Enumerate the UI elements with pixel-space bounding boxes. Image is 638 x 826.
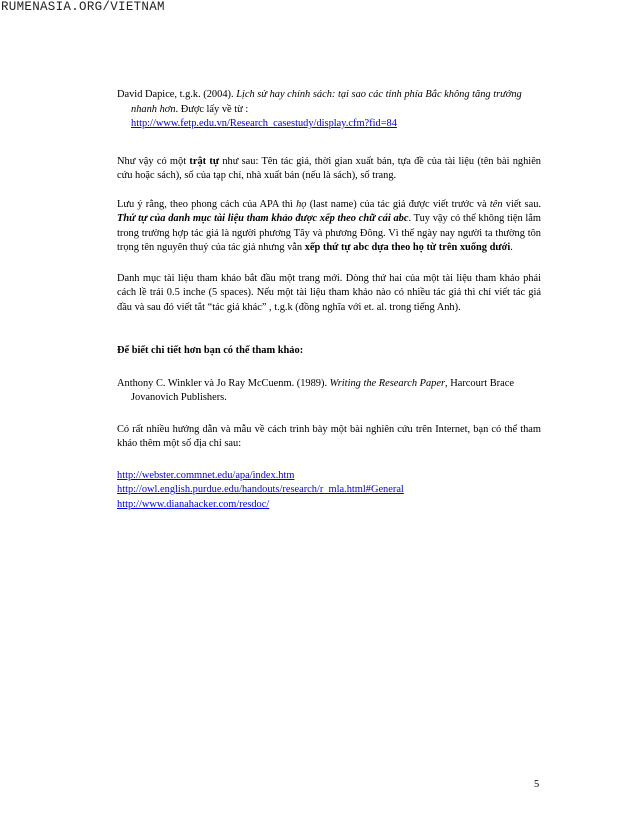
- heading-text: Để biết chi tiết hơn bạn có thể tham khảo:: [117, 345, 304, 356]
- bold-italic-rule: Thứ tự của danh mục tài liệu tham khảo được xếp theo chữ cái abc: [117, 213, 409, 224]
- watermark: RUMENASIA.ORG/VIETNAM: [1, 0, 165, 14]
- page-number: 5: [534, 779, 540, 790]
- document-body: [117, 88, 541, 512]
- heading-more-details: [117, 344, 541, 359]
- link-item: [117, 469, 541, 484]
- link-purdue-owl[interactable]: http://owl.english.purdue.edu/handouts/research/r_mla.html#General: [117, 484, 404, 495]
- italic-term: họ: [296, 198, 307, 210]
- link-dianahacker[interactable]: http://www.dianahacker.com/resdoc/: [117, 498, 270, 510]
- reference-retrieved: . Được lấy về từ :: [175, 103, 249, 115]
- reference-author: Anthony C. Winkler và Jo Ray McCuenm. (1989).: [117, 377, 330, 389]
- paragraph-text: (last name) của tác giả được viết trước và: [306, 198, 490, 210]
- italic-term: tên: [489, 198, 503, 210]
- reference-link[interactable]: http://www.fetp.edu.vn/Research_casestudy/display.cfm?fid=84: [131, 118, 397, 129]
- paragraph-text: .: [510, 242, 513, 253]
- reference-publisher: , Harcourt Brace Jovanovich Publishers.: [131, 377, 514, 403]
- paragraph-order: [117, 155, 541, 184]
- paragraph-text: Như vậy có một: [117, 155, 190, 167]
- paragraph-guides: Có rất nhiều hướng dẫn và mẫu về cách trình bày một bài nghiên cứu trên Internet, bạn có thể tham khảo thêm một số địa chỉ sau:: [117, 423, 541, 449]
- reference-title: Lịch sử hay chính sách: tại sao các tỉnh phía Bắc không tăng trưởng nhanh hơn: [131, 89, 522, 115]
- paragraph-text: viết sau.: [502, 198, 541, 210]
- paragraph-text: như sau: Tên tác giả, thời gian xuất bản, tựa đề của tài liệu (tên bài nghiên cứu hoặc sách), số của tạp chí, nhà xuất bản (nếu là sách), số trang.: [117, 155, 541, 181]
- link-list: [117, 469, 541, 513]
- link-webster[interactable]: http://webster.commnet.edu/apa/index.htm: [117, 469, 295, 481]
- bold-rule: xếp thứ tự abc dựa theo họ từ trên xuống dưới: [304, 242, 511, 253]
- paragraph-text: Lưu ý rằng, theo phong cách của APA thì: [117, 198, 297, 210]
- link-item: [117, 483, 541, 498]
- paragraph-listing: Danh mục tài liệu tham khảo bắt đầu một trang mới. Dòng thứ hai của một tài liệu tham khảo phải cách lề trái 0.5 inche (5 spaces). Nếu một tài liệu tham khảo nào có nhiều tác giả thì chỉ viết tác giả đầu và sau đó viết tắt “tác giả khác” , t.g.k (đồng nghĩa với et. al. trong tiếng Anh).: [117, 272, 541, 313]
- link-item: [117, 498, 541, 513]
- paragraph-apa: [117, 198, 541, 256]
- reference-author: David Dapice, t.g.k. (2004).: [117, 89, 237, 100]
- bold-term: trật tự: [189, 155, 220, 167]
- reference-winkler: [117, 377, 541, 406]
- reference-dapice: [117, 88, 541, 132]
- reference-title: Writing the Research Paper: [329, 377, 446, 389]
- paragraph-text: . Tuy vậy có thể không tiện lắm trong trường hợp tác giả là người phương Tây và phương Đông. Vì thế ngày nay người ta thường tôn trọng tên nguyên thuỷ của tác giả nhưng vẫn: [117, 213, 541, 253]
